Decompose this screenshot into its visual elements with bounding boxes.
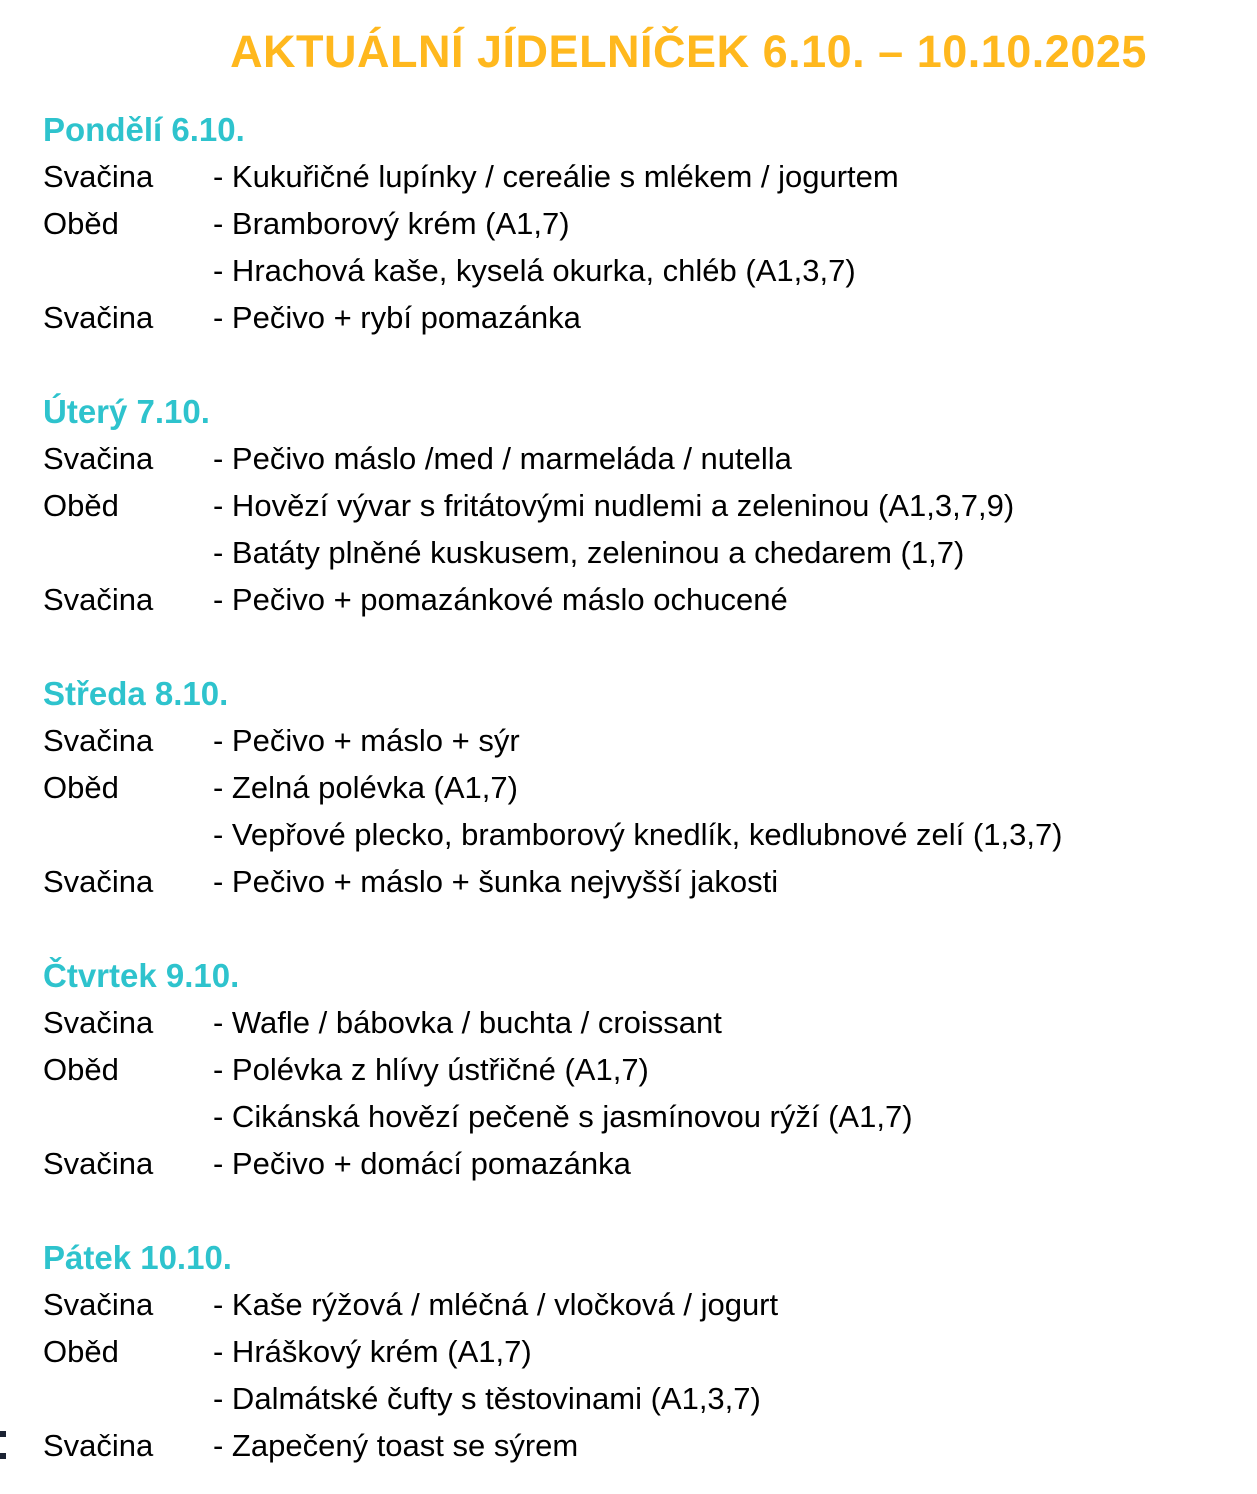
dish-text: - Cikánská hovězí pečeně s jasmínovou rýží (A1,7): [213, 1099, 913, 1134]
day-section: [43, 952, 1257, 1187]
menu-row: [43, 247, 1257, 294]
day-section: [43, 1234, 1257, 1469]
meal-label: Oběd: [43, 206, 119, 241]
dish-text: - Wafle / bábovka / buchta / croissant: [213, 1005, 722, 1040]
meal-label: Oběd: [43, 1052, 119, 1087]
dish-text: - Pečivo + pomazánkové máslo ochucené: [213, 582, 788, 617]
left-edge-artifact: [0, 1431, 6, 1459]
menu-row: [43, 482, 1257, 529]
menu-row: [43, 576, 1257, 623]
dish-text: - Pečivo máslo /med / marmeláda / nutella: [213, 441, 792, 476]
meal-label: Oběd: [43, 1334, 119, 1369]
dish-text: - Vepřové plecko, bramborový knedlík, kedlubnové zelí (1,3,7): [213, 817, 1063, 852]
dish-text: - Kaše rýžová / mléčná / vločková / jogurt: [213, 1287, 779, 1322]
menu-row: [43, 435, 1257, 482]
page-title: AKTUÁLNÍ JÍDELNÍČEK 6.10. – 10.10.2025: [230, 26, 1147, 77]
menu-row: [43, 153, 1257, 200]
day-heading: Pátek 10.10.: [43, 1239, 232, 1276]
day-section: [43, 106, 1257, 341]
menu-row: [43, 1140, 1257, 1187]
meal-label: Svačina: [43, 1146, 154, 1181]
meal-label: Svačina: [43, 1428, 154, 1463]
menu-days: [0, 80, 1257, 1469]
menu-row: [43, 1281, 1257, 1328]
meal-label: Svačina: [43, 1005, 154, 1040]
meal-label: Svačina: [43, 1287, 154, 1322]
meal-label: Svačina: [43, 864, 154, 899]
menu-row: [43, 811, 1257, 858]
dish-text: - Pečivo + máslo + šunka nejvyšší jakosti: [213, 864, 779, 899]
dish-text: - Bramborový krém (A1,7): [213, 206, 570, 241]
meal-label: Svačina: [43, 441, 154, 476]
meal-label: Svačina: [43, 723, 154, 758]
meal-label: Oběd: [43, 488, 119, 523]
menu-row: [43, 858, 1257, 905]
day-section: [43, 388, 1257, 623]
day-section: [43, 670, 1257, 905]
menu-row: [43, 1422, 1257, 1469]
dish-text: - Pečivo + rybí pomazánka: [213, 300, 581, 335]
menu-row: [43, 1046, 1257, 1093]
menu-row: [43, 1375, 1257, 1422]
day-heading: Úterý 7.10.: [43, 393, 210, 430]
menu-row: [43, 294, 1257, 341]
menu-row: [43, 999, 1257, 1046]
menu-row: [43, 1328, 1257, 1375]
menu-row: [43, 1093, 1257, 1140]
day-heading: Pondělí 6.10.: [43, 111, 245, 148]
menu-row: [43, 200, 1257, 247]
dish-text: - Pečivo + máslo + sýr: [213, 723, 520, 758]
dish-text: - Hrachová kaše, kyselá okurka, chléb (A1,3,7): [213, 253, 856, 288]
dish-text: - Dalmátské čufty s těstovinami (A1,3,7): [213, 1381, 761, 1416]
dish-text: - Hovězí vývar s fritátovými nudlemi a zeleninou (A1,3,7,9): [213, 488, 1015, 523]
meal-label: Oběd: [43, 770, 119, 805]
menu-row: [43, 764, 1257, 811]
meal-label: Svačina: [43, 582, 154, 617]
dish-text: - Kukuřičné lupínky / cereálie s mlékem / jogurtem: [213, 159, 899, 194]
meal-label: Svačina: [43, 159, 154, 194]
menu-row: [43, 529, 1257, 576]
meal-label: Svačina: [43, 300, 154, 335]
dish-text: - Pečivo + domácí pomazánka: [213, 1146, 631, 1181]
day-heading: Čtvrtek 9.10.: [43, 957, 240, 994]
dish-text: - Polévka z hlívy ústřičné (A1,7): [213, 1052, 649, 1087]
dish-text: - Zelná polévka (A1,7): [213, 770, 518, 805]
menu-row: [43, 717, 1257, 764]
dish-text: - Hráškový krém (A1,7): [213, 1334, 532, 1369]
dish-text: - Batáty plněné kuskusem, zeleninou a chedarem (1,7): [213, 535, 965, 570]
dish-text: - Zapečený toast se sýrem: [213, 1428, 579, 1463]
day-heading: Středa 8.10.: [43, 675, 229, 712]
